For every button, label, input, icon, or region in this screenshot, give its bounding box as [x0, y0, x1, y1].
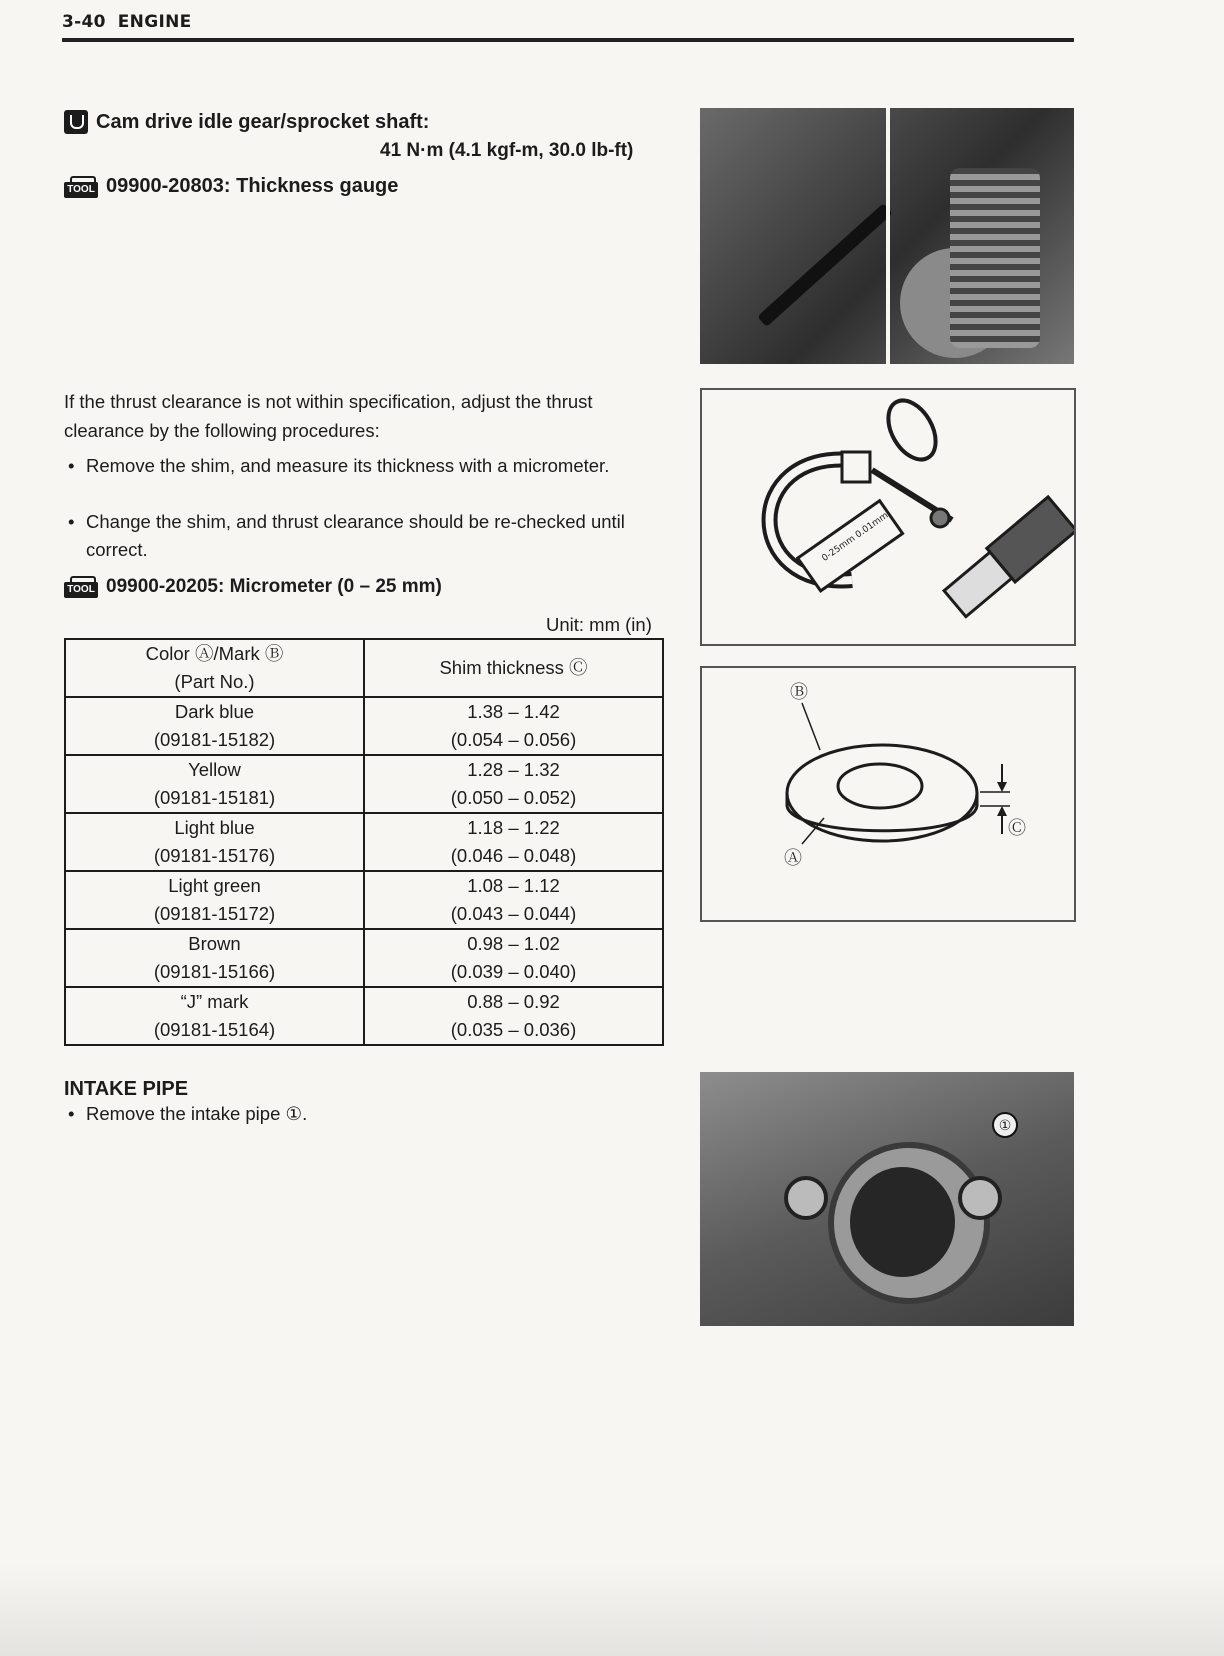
step-item: • Change the shim, and thrust clearance should be re-checked until correct. [64, 508, 674, 564]
micrometer-figure [700, 388, 1076, 646]
table-row [65, 987, 663, 1045]
svg-text:0-25mm 0.01mm: 0-25mm 0.01mm [820, 510, 891, 564]
torque-wrench-icon [64, 110, 88, 134]
intake-pipe-photo [700, 1072, 1074, 1326]
cell-color: Brown (09181-15166) [65, 929, 364, 987]
header-color-mark: Color Ⓐ/Mark Ⓑ (Part No.) [65, 639, 364, 697]
micrometer-illustration [702, 390, 1074, 644]
step-item: • Remove the shim, and measure its thickness with a micrometer. [64, 452, 674, 480]
torque-label: Cam drive idle gear/sprocket shaft: [96, 110, 430, 133]
tool-box-icon: TOOL [64, 176, 98, 198]
table-row [65, 755, 663, 813]
cell-color: Light green (09181-15172) [65, 871, 364, 929]
table-row [65, 813, 663, 871]
table-row [65, 871, 663, 929]
page-number: 3-40 [62, 12, 106, 32]
tool-text: 09900-20803: Thickness gauge [106, 175, 399, 197]
intake-pipe-heading: INTAKE PIPE [64, 1078, 189, 1100]
cam-drive-photo [700, 108, 1074, 364]
torque-value: 41 N·m (4.1 kgf-m, 30.0 lb-ft) [380, 140, 634, 161]
cell-thickness: 1.28 – 1.32 (0.050 – 0.052) [364, 755, 663, 813]
cell-thickness: 0.88 – 0.92 (0.035 – 0.036) [364, 987, 663, 1045]
svg-text:Ⓑ: Ⓑ [790, 682, 808, 703]
svg-text:Ⓐ: Ⓐ [784, 848, 802, 869]
shim-figure [700, 666, 1076, 922]
torque-spec [64, 110, 429, 134]
intake-callout: ① [992, 1112, 1018, 1138]
tool-spec-thickness-gauge [64, 175, 398, 198]
page-header [62, 12, 192, 32]
tool-box-icon: TOOL [64, 576, 98, 598]
intake-step: • Remove the intake pipe ①. [64, 1103, 307, 1125]
table-row [65, 929, 663, 987]
header-rule [62, 38, 1074, 42]
svg-text:Ⓒ: Ⓒ [1008, 818, 1026, 839]
cell-thickness: 1.18 – 1.22 (0.046 – 0.048) [364, 813, 663, 871]
instruction-paragraph: If the thrust clearance is not within specification, adjust the thrust clearance by the following procedures: [64, 391, 593, 441]
table-unit: Unit: mm (in) [546, 614, 652, 635]
header-shim-thickness: Shim thickness Ⓒ [364, 639, 663, 697]
cell-color: Dark blue (09181-15182) [65, 697, 364, 755]
tool-spec-micrometer [64, 576, 442, 598]
page-shadow [0, 1560, 1224, 1656]
cell-thickness: 1.38 – 1.42 (0.054 – 0.056) [364, 697, 663, 755]
table-row [65, 697, 663, 755]
table-header-row [65, 639, 663, 697]
cell-color: Light blue (09181-15176) [65, 813, 364, 871]
shim-illustration [702, 668, 1074, 920]
tool-text: 09900-20205: Micrometer (0 – 25 mm) [106, 576, 442, 597]
cell-thickness: 1.08 – 1.12 (0.043 – 0.044) [364, 871, 663, 929]
cell-color: Yellow (09181-15181) [65, 755, 364, 813]
cell-color: “J” mark (09181-15164) [65, 987, 364, 1045]
shim-table [64, 638, 664, 1046]
section-title: ENGINE [117, 12, 192, 32]
cell-thickness: 0.98 – 1.02 (0.039 – 0.040) [364, 929, 663, 987]
